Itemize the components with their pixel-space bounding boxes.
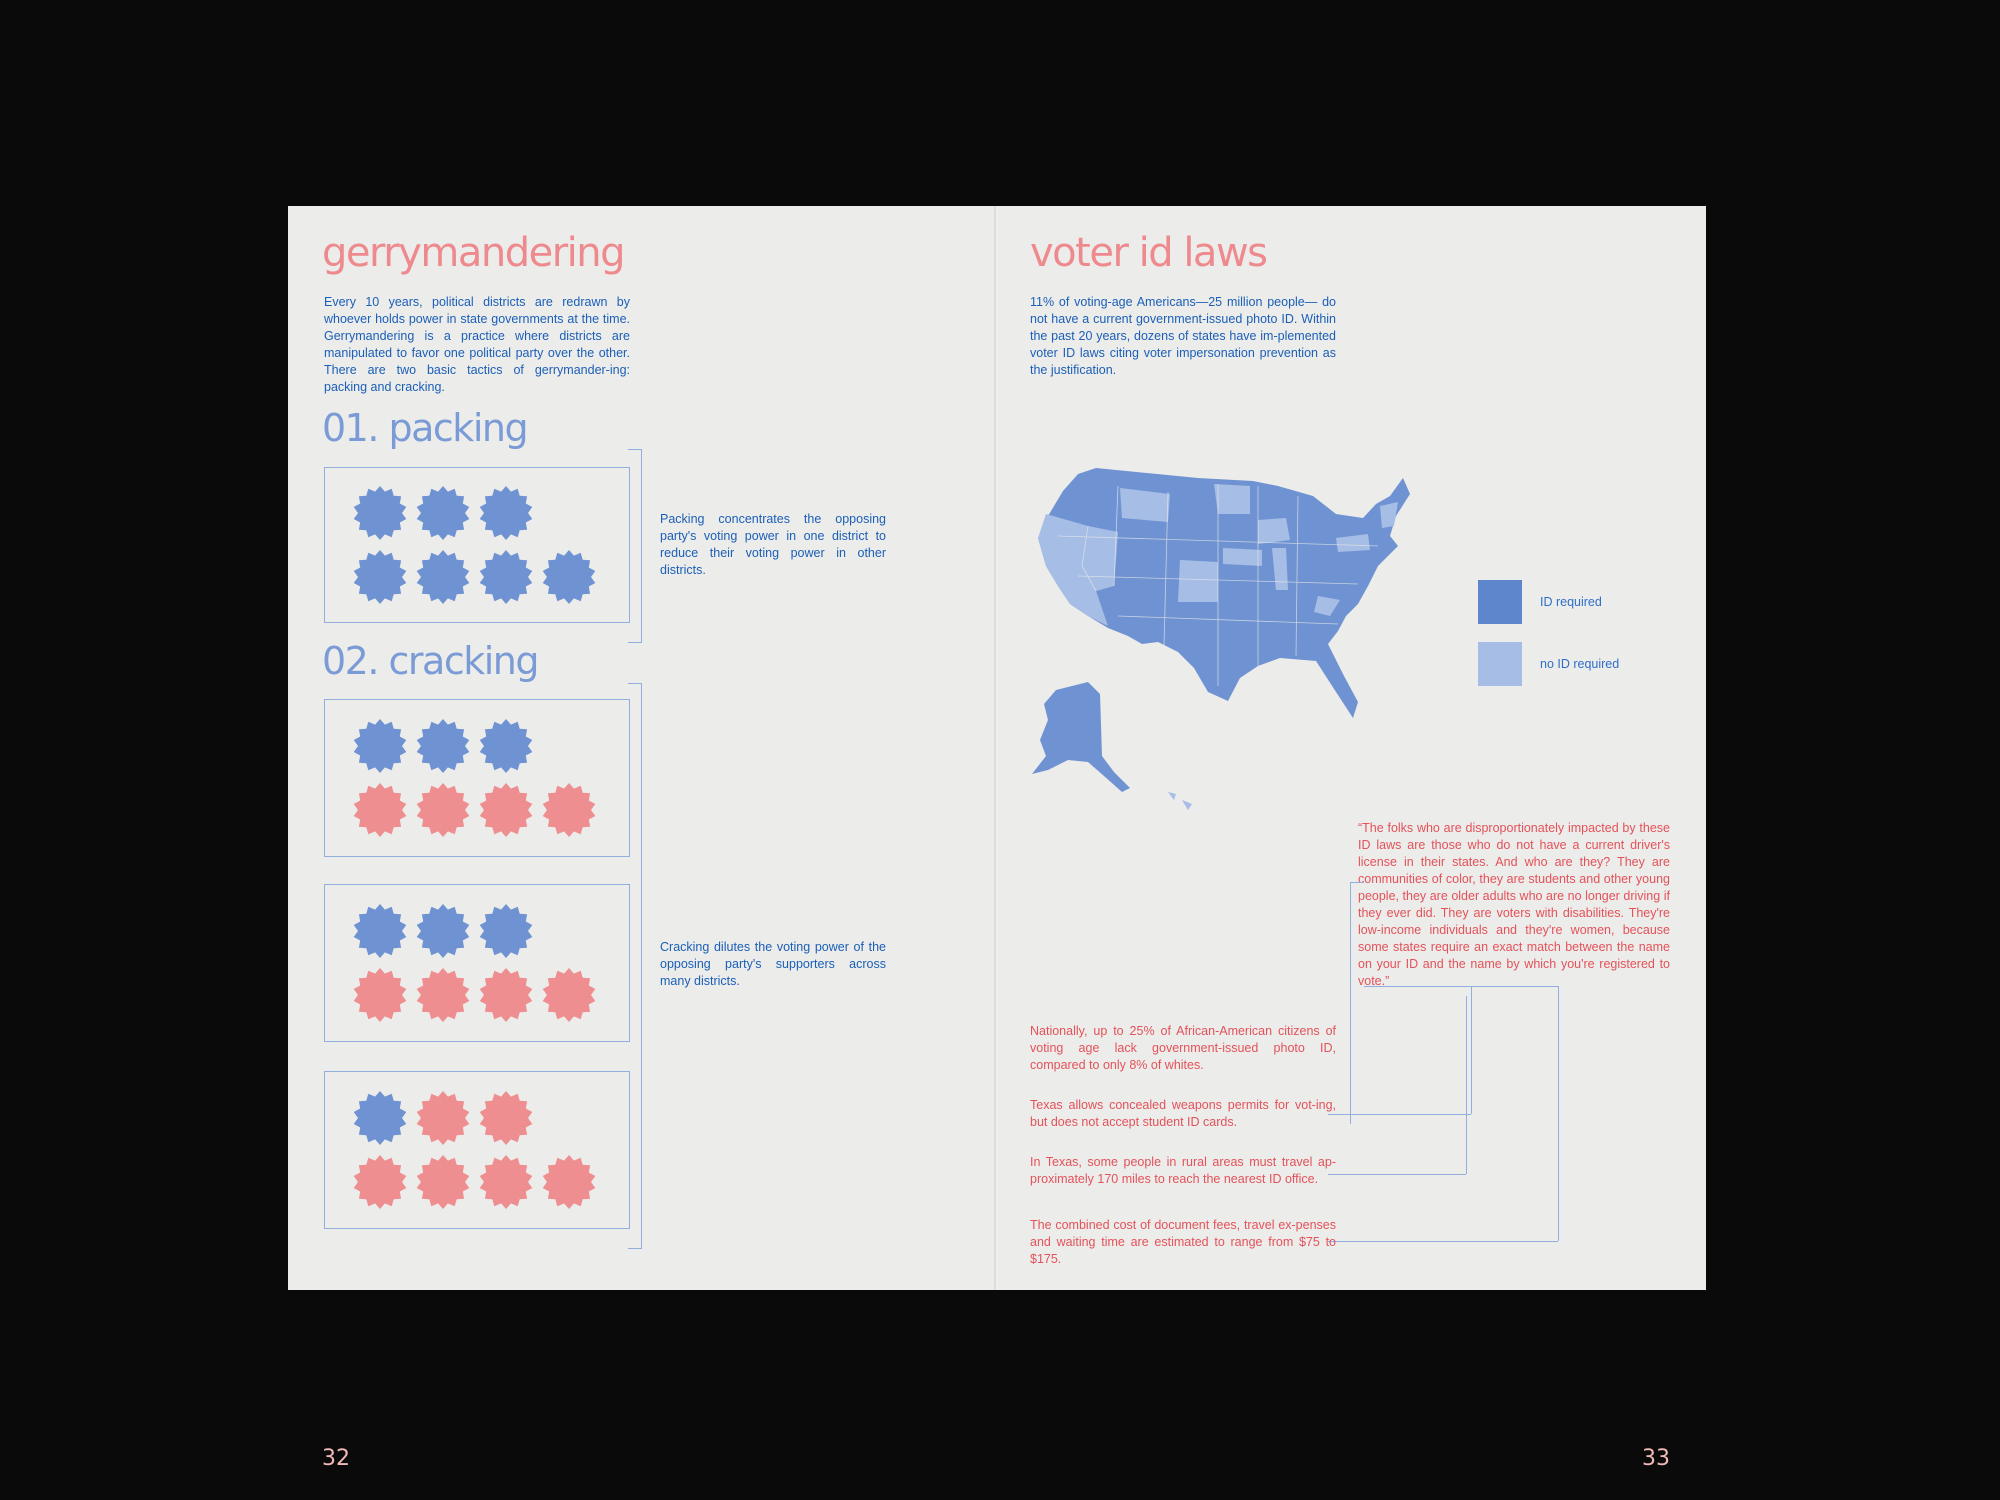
blue-voter-badge bbox=[417, 486, 470, 540]
fact-2: Texas allows concealed weapons permits for vot-ing, but does not accept student ID cards. bbox=[1030, 1098, 1336, 1129]
cracking-district-box-3 bbox=[324, 1071, 630, 1229]
packing-bracket bbox=[628, 449, 642, 643]
blue-voter-badge bbox=[354, 719, 407, 773]
blue-voter-badge bbox=[354, 486, 407, 540]
red-voter-badge bbox=[417, 783, 470, 837]
blue-voter-badge bbox=[354, 904, 407, 958]
connector-line bbox=[1350, 882, 1351, 1124]
red-voter-badge bbox=[417, 1091, 470, 1145]
hawaii-shape bbox=[1168, 792, 1192, 810]
packing-description: Packing concentrates the opposing party's voting power in one district to reduce their voting power in other districts. bbox=[660, 512, 886, 577]
voter-id-intro: 11% of voting-age Americans—25 million people— do not have a current government-issued photo ID. Within the past 20 years, dozens of states have im-plemented voter ID laws citing voter impersonation prevention as the justification. bbox=[1030, 295, 1336, 377]
contiguous-us-shape bbox=[1038, 468, 1410, 718]
connector-line bbox=[1558, 986, 1559, 1241]
red-voter-badge bbox=[480, 968, 533, 1022]
page-title-gerrymandering: gerrymandering bbox=[322, 230, 624, 276]
blue-voter-badge bbox=[480, 719, 533, 773]
page-number-left: 32 bbox=[322, 1446, 350, 1471]
red-voter-badge bbox=[417, 968, 470, 1022]
alaska-shape bbox=[1032, 682, 1130, 792]
blue-voter-badge bbox=[354, 550, 407, 604]
red-voter-badge bbox=[354, 1155, 407, 1209]
connector-line bbox=[1328, 1114, 1471, 1115]
red-voter-badge bbox=[543, 1155, 596, 1209]
blue-voter-badge bbox=[480, 550, 533, 604]
cracking-voter-badges-2 bbox=[325, 885, 629, 1041]
connector-line bbox=[1364, 986, 1558, 987]
fact-1: Nationally, up to 25% of African-American citizens of voting age lack government-issued photo ID, compared to only 8% of whites. bbox=[1030, 1024, 1336, 1072]
blue-voter-badge bbox=[480, 904, 533, 958]
blue-voter-badge bbox=[354, 1091, 407, 1145]
blue-voter-badge bbox=[480, 486, 533, 540]
red-voter-badge bbox=[354, 968, 407, 1022]
cracking-voter-badges-1 bbox=[325, 700, 629, 856]
blue-voter-badge bbox=[417, 550, 470, 604]
connector-line bbox=[1471, 986, 1472, 1114]
cracking-voter-badges-3 bbox=[325, 1072, 629, 1228]
connector-line bbox=[1350, 882, 1364, 883]
cracking-bracket bbox=[628, 683, 642, 1249]
legend-swatch-no-id-required bbox=[1478, 642, 1522, 686]
gerrymandering-intro: Every 10 years, political districts are redrawn by whoever holds power in state governments at the time. Gerrymandering is a practice where districts are manipulated to favor one political party over the other. There are two basic tactics of gerrymander-ing: packing and cracking. bbox=[324, 295, 630, 394]
left-page bbox=[288, 206, 996, 1471]
blue-voter-badge bbox=[417, 719, 470, 773]
us-voter-id-map bbox=[1018, 456, 1458, 816]
cracking-district-box-2 bbox=[324, 884, 630, 1042]
packing-district-box bbox=[324, 467, 630, 623]
packing-heading: 01. packing bbox=[322, 406, 528, 450]
red-voter-badge bbox=[480, 1155, 533, 1209]
connector-line bbox=[1328, 1174, 1466, 1175]
page-title-voter-id-laws: voter id laws bbox=[1030, 230, 1267, 276]
red-voter-badge bbox=[480, 1091, 533, 1145]
page-number-right: 33 bbox=[1642, 1446, 1670, 1471]
right-page bbox=[998, 206, 1706, 1471]
connector-line bbox=[1466, 996, 1467, 1174]
fact-4: The combined cost of document fees, travel ex-penses and waiting time are estimated to range from $75 to $175. bbox=[1030, 1218, 1336, 1266]
red-voter-badge bbox=[480, 783, 533, 837]
quote-block: “The folks who are disproportionately impacted by these ID laws are those who do not have a current driver's license in their states. And who are they? They are communities of color, they are students and other young people, they are older adults who are no longer driving if they ever did. They are voters with disabilities. They're low-income individuals and they're women, because some states require an exact match between the name on your ID and the name by which you're registered to vote.” bbox=[1358, 821, 1670, 988]
red-voter-badge bbox=[417, 1155, 470, 1209]
red-voter-badge bbox=[354, 783, 407, 837]
legend-label-no-id-required: no ID required bbox=[1540, 657, 1620, 671]
cracking-district-box-1 bbox=[324, 699, 630, 857]
cracking-description: Cracking dilutes the voting power of the opposing party's supporters across many districts. bbox=[660, 940, 886, 988]
legend-label-id-required: ID required bbox=[1540, 595, 1602, 609]
red-voter-badge bbox=[543, 783, 596, 837]
cracking-heading: 02. cracking bbox=[322, 639, 538, 683]
blue-voter-badge bbox=[417, 904, 470, 958]
connector-line bbox=[1328, 1241, 1558, 1242]
fact-3: In Texas, some people in rural areas must travel ap-proximately 170 miles to reach the nearest ID office. bbox=[1030, 1155, 1336, 1186]
red-voter-badge bbox=[543, 968, 596, 1022]
legend-swatch-id-required bbox=[1478, 580, 1522, 624]
packing-voter-badges bbox=[325, 468, 629, 622]
blue-voter-badge bbox=[543, 550, 596, 604]
